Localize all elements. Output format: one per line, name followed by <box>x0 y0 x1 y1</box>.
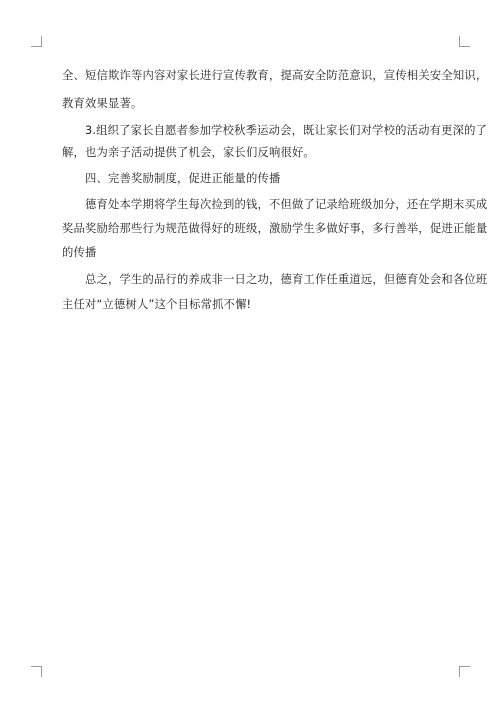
crop-mark-top-right <box>459 36 470 47</box>
crop-mark-top-left <box>31 36 42 47</box>
paragraph-line: 奖品奖励给那些行为规范做得好的班级，激励学生多做好事，多行善举，促进正能量 <box>62 222 488 235</box>
section-heading: 四、完善奖励制度，促进正能量的传播 <box>85 172 281 185</box>
paragraph-line: 教育效果显著。 <box>62 97 143 110</box>
crop-mark-bottom-left <box>31 666 42 677</box>
paragraph-line: 全、短信欺诈等内容对家长进行宣传教育，提高安全防范意识，宣传相关安全知识， <box>62 69 488 82</box>
paragraph-line: 3.组织了家长自愿者参加学校秋季运动会，既让家长们对学校的活动有更深的了 <box>85 124 488 137</box>
paragraph-line: 的传播 <box>62 246 97 259</box>
paragraph-line: 主任对“立德树人”这个目标常抓不懈! <box>62 298 252 311</box>
paragraph-line: 德育处本学期将学生每次捡到的钱，不但做了记录给班级加分，还在学期末买成 <box>85 198 488 211</box>
paragraph-line: 解，也为亲子活动提供了机会，家长们反响很好。 <box>62 146 315 159</box>
paragraph-line: 总之，学生的品行的养成非一日之功，德育工作任重道远，但德育处会和各位班 <box>85 273 488 286</box>
crop-mark-bottom-right <box>459 666 470 677</box>
